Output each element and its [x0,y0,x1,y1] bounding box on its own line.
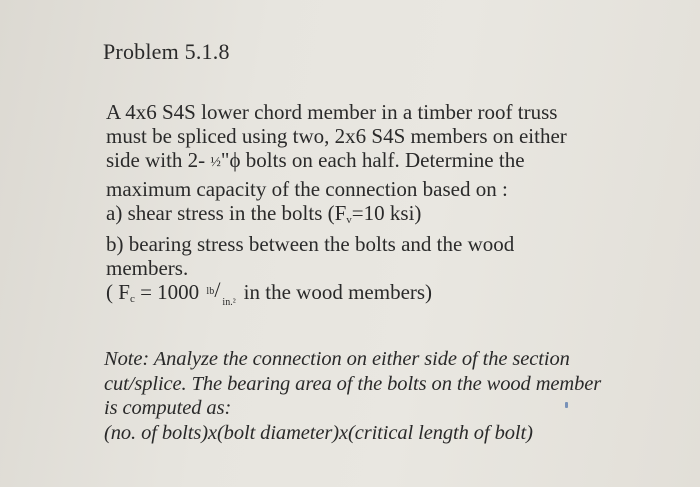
note-line-4: (no. of bolts)x(bolt diameter)x(critical length of bolt) [104,421,533,444]
note-block [104,347,694,445]
half-fraction: ½ [210,155,221,171]
note-line-3: is computed as: [104,397,232,419]
statement-line-7: members. [106,256,189,281]
statement-line-3-post: "ϕ bolts on each half. Determine the [220,148,525,173]
shear-subscript: v [346,213,352,226]
note-line-2: cut/splice. The bearing area of the bolts on the wood member [104,372,602,395]
bearing-value: = 1000 [134,280,205,305]
pen-mark [565,402,568,408]
bearing-label-pre: ( F [106,280,130,305]
unit-denominator: in.² [222,297,236,309]
shear-label-pre: a) shear stress in the bolts (F [106,200,347,225]
bearing-unit: lb / in.² [204,282,238,302]
statement-line-3-pre: side with 2- [106,148,211,173]
statement-line-5 [106,201,686,232]
problem-title: Problem 5.1.8 [103,39,230,64]
statement-line-6: b) bearing stress between the bolts and the wood [106,232,515,257]
shear-label-post: =10 ksi) [351,200,422,225]
statement-line-4: maximum capacity of the connection based on : [106,176,508,201]
note-line-1: Note: Analyze the connection on either side of the section [104,348,570,370]
statement-line-1: A 4x6 S4S lower chord member in a timber roof truss [106,100,558,124]
statement-line-2: must be spliced using two, 2x6 S4S members on either [106,124,567,149]
bearing-subscript: c [129,293,135,306]
unit-numerator: lb [206,286,215,298]
bearing-label-post: in the wood members) [238,280,433,305]
problem-statement [106,100,686,312]
statement-line-3 [106,148,686,176]
statement-line-8 [106,277,686,311]
